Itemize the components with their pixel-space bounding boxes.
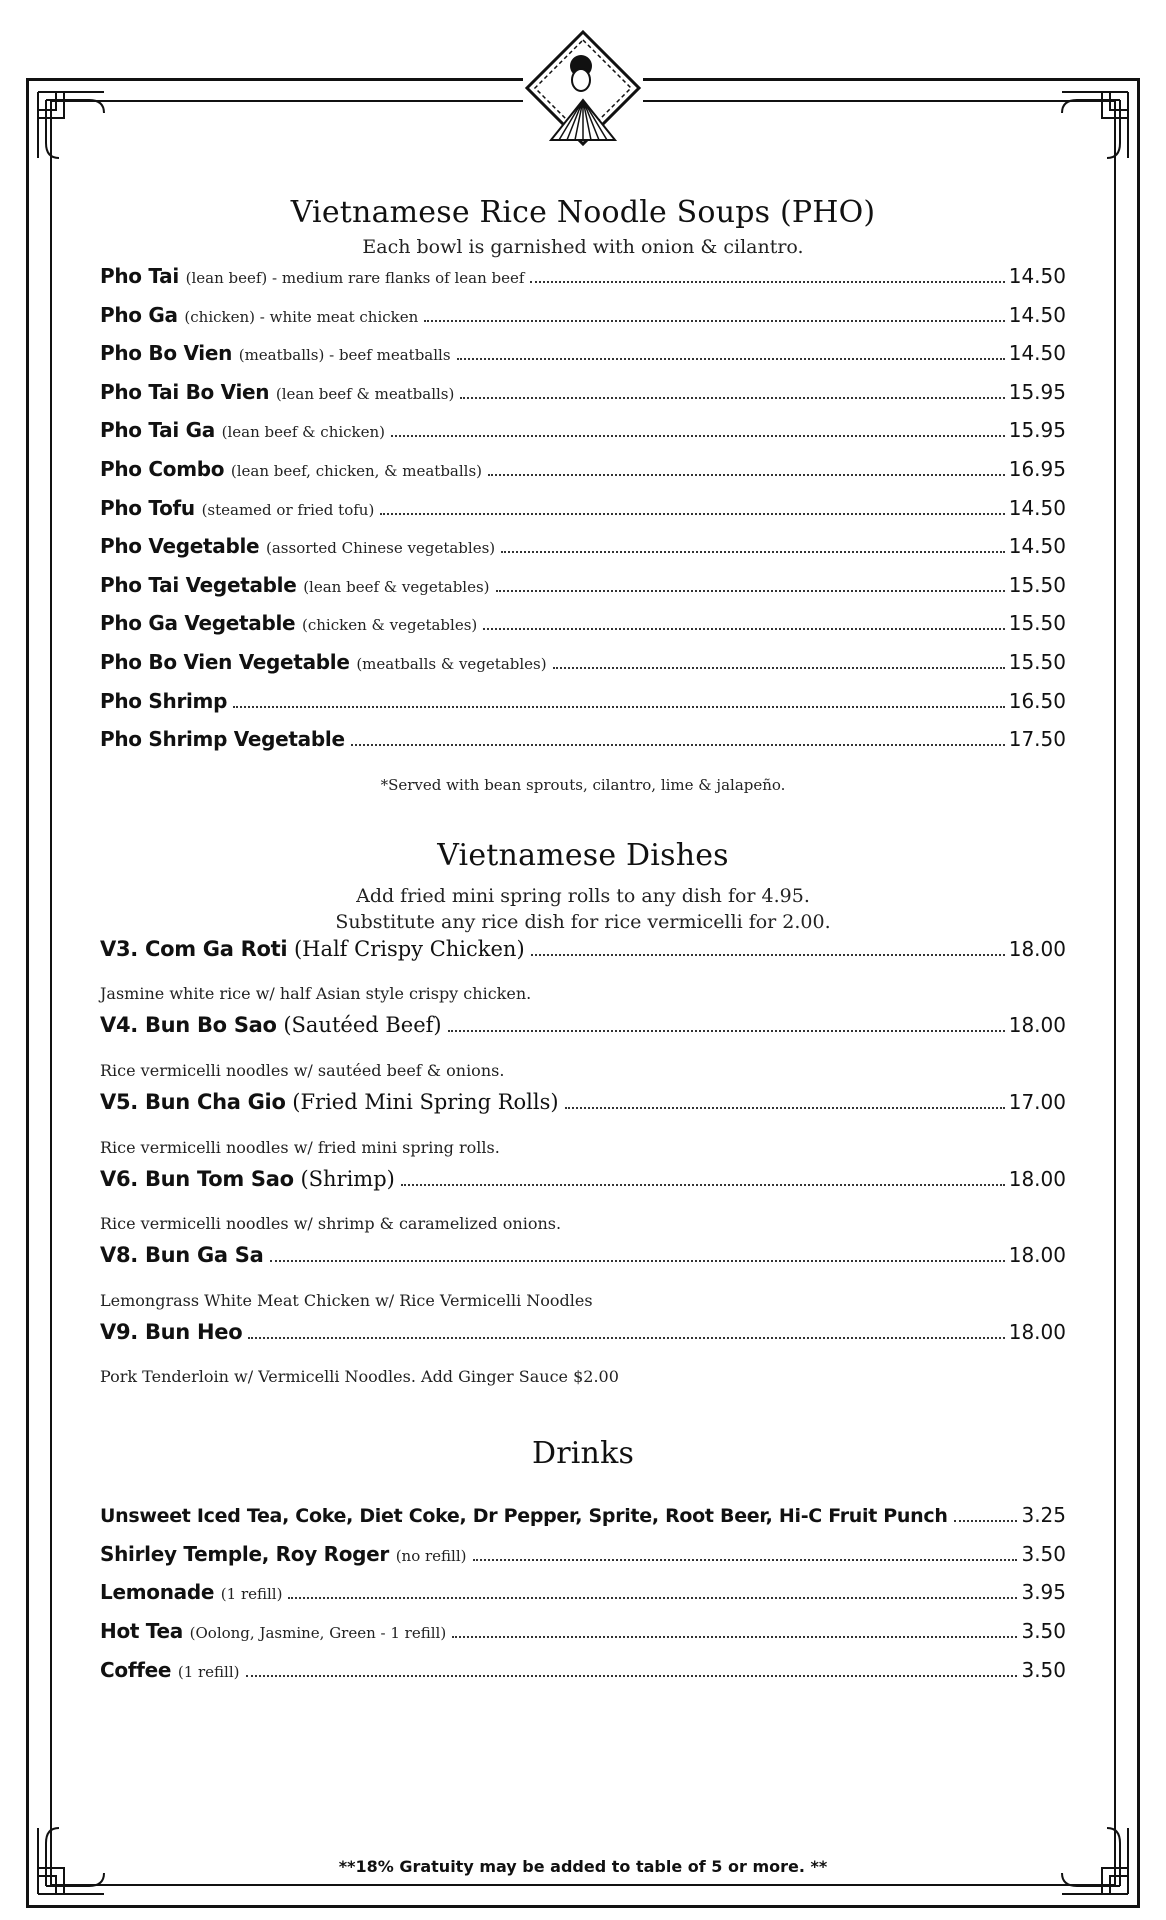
menu-item: Pho Tai Ga (lean beef & chicken) 15.95 <box>100 418 1066 443</box>
menu-item: Pho Tai (lean beef) - medium rare flanks of lean beef 14.50 <box>100 264 1066 288</box>
dish-description: Rice vermicelli noodles w/ fried mini spring rolls. <box>100 1137 500 1157</box>
dish-description: Rice vermicelli noodles w/ sautéed beef & onions. <box>100 1060 505 1080</box>
menu-item: Pho Shrimp Vegetable 17.50 <box>100 727 1066 752</box>
corner-ornament-icon <box>1042 1808 1132 1898</box>
menu-item: Pho Ga (chicken) - white meat chicken 14.50 <box>100 302 1066 327</box>
menu-item: Coffee (1 refill) 3.50 <box>100 1657 1066 1682</box>
drinks-list <box>100 1503 1066 1696</box>
pho-footnote: *Served with bean sprouts, cilantro, lime & jalapeño. <box>380 775 786 794</box>
menu-item: Unsweet Iced Tea, Coke, Diet Coke, Dr Pepper, Sprite, Root Beer, Hi-C Fruit Punch 3.25 <box>100 1503 1066 1528</box>
dish-description: Pork Tenderloin w/ Vermicelli Noodles. Add Ginger Sauce $2.00 <box>100 1367 619 1387</box>
menu-item: Hot Tea (Oolong, Jasmine, Green - 1 refill) 3.50 <box>100 1619 1066 1644</box>
menu-item: Pho Vegetable (assorted Chinese vegetables) 14.50 <box>100 534 1066 559</box>
menu-item: Pho Ga Vegetable (chicken & vegetables) 15.50 <box>100 611 1066 636</box>
menu-item: Shirley Temple, Roy Roger (no refill) 3.50 <box>100 1541 1066 1566</box>
menu-item: Pho Bo Vien Vegetable (meatballs & vegetables) 15.50 <box>100 649 1066 674</box>
dish-description: Lemongrass White Meat Chicken w/ Rice Vermicelli Noodles <box>100 1290 593 1310</box>
menu-item: V5. Bun Cha Gio (Fried Mini Spring Rolls) 17.00 <box>100 1089 1066 1114</box>
dishes-list <box>100 937 1066 1397</box>
corner-ornament-icon <box>34 88 124 178</box>
menu-item: V4. Bun Bo Sao (Sautéed Beef) 18.00 <box>100 1013 1066 1038</box>
dishes-subtitle-2: Substitute any rice dish for rice vermicelli for 2.00. <box>335 910 831 933</box>
pho-list <box>100 264 1066 766</box>
dishes-subtitle-1: Add fried mini spring rolls to any dish for 4.95. <box>356 884 810 907</box>
dish-description: Jasmine white rice w/ half Asian style crispy chicken. <box>100 984 532 1004</box>
drinks-section-title: Drinks <box>531 1436 635 1472</box>
menu-item: V6. Bun Tom Sao (Shrimp) 18.00 <box>100 1166 1066 1191</box>
pho-section-subtitle: Each bowl is garnished with onion & cilantro. <box>362 236 804 258</box>
corner-ornament-icon <box>1042 88 1132 178</box>
menu-item: Pho Tofu (steamed or fried tofu) 14.50 <box>100 495 1066 520</box>
menu-item: Pho Tai Bo Vien (lean beef & meatballs) 15.95 <box>100 379 1066 404</box>
menu-item: Pho Bo Vien (meatballs) - beef meatballs 14.50 <box>100 341 1066 366</box>
menu-item: Lemonade (1 refill) 3.95 <box>100 1580 1066 1605</box>
corner-ornament-icon <box>34 1808 124 1898</box>
dish-description: Rice vermicelli noodles w/ shrimp & caramelized onions. <box>100 1214 562 1234</box>
geisha-fan-emblem-icon <box>523 28 643 148</box>
menu-item: V9. Bun Heo 18.00 <box>100 1319 1066 1344</box>
pho-section-title: Vietnamese Rice Noodle Soups (PHO) <box>290 195 876 230</box>
menu-item: Pho Shrimp 16.50 <box>100 688 1066 713</box>
gratuity-note: **18% Gratuity may be added to table of 5 or more. ** <box>338 1857 828 1876</box>
menu-item: Pho Combo (lean beef, chicken, & meatballs) 16.95 <box>100 456 1066 481</box>
dishes-section-title: Vietnamese Dishes <box>437 837 729 873</box>
menu-item: V3. Com Ga Roti (Half Crispy Chicken) 18.00 <box>100 936 1066 961</box>
menu-item: V8. Bun Ga Sa 18.00 <box>100 1243 1066 1268</box>
menu-item: Pho Tai Vegetable (lean beef & vegetables) 15.50 <box>100 572 1066 597</box>
